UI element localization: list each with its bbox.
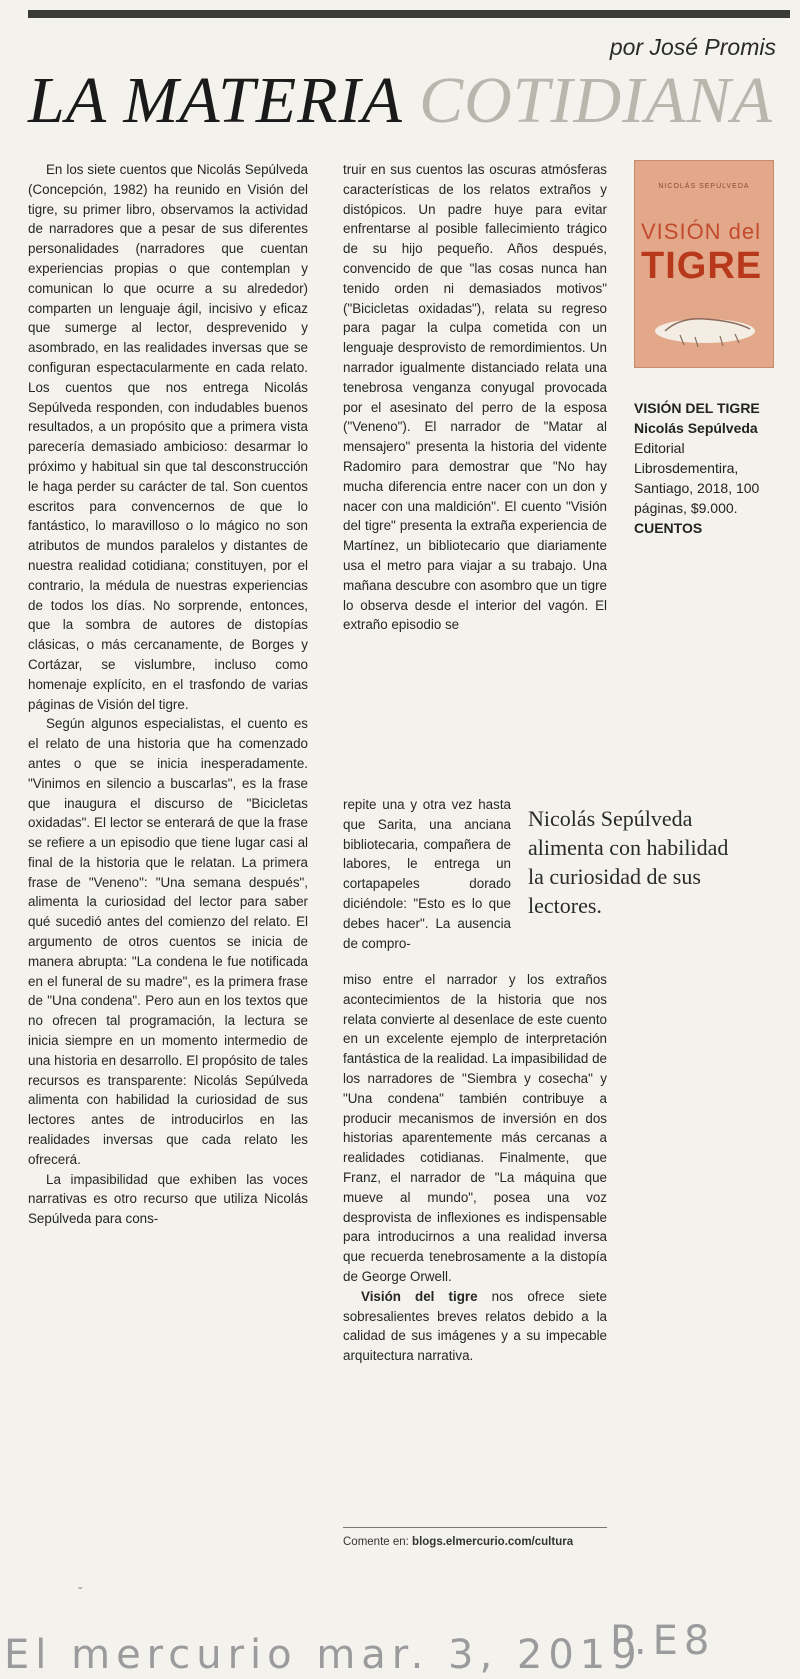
- cover-author: NICOLÁS SEPÚLVEDA: [658, 183, 750, 190]
- article-column-1: [28, 160, 308, 1229]
- article-column-2-bottom: [343, 970, 607, 1366]
- article-column-2-narrow: [343, 795, 511, 953]
- paragraph-narrow: repite una y otra vez hasta que Sarita, una anciana bibliotecaria, compañera de labores, le entrega un cortapapeles dorado diciéndole: "Esto es lo que debes hacer". La ausencia de compro-: [343, 797, 511, 951]
- handwritten-page: P.E8: [610, 1618, 716, 1664]
- closing-book-title: Visión del tigre: [361, 1288, 478, 1304]
- cover-tiger-illustration: [635, 291, 773, 367]
- footer-comment: [343, 1527, 607, 1548]
- book-publisher: Editorial Librosdementira, Santiago, 2018, 100 páginas, $9.000.: [634, 440, 760, 516]
- footer-label: Comente en:: [343, 1536, 413, 1548]
- cover-title-line1: VISIÓN del: [641, 219, 762, 244]
- paragraph-continued: truir en sus cuentos las oscuras atmósferas características de los relatos extraños y distópicos. Un padre huye para evitar enfrentarse al posible fallecimiento trágico de su hijo pequeño. Años después, convencido de que "las cosas nunca han tenido orden ni demasiados motivos" ("Bicicletas oxidadas"), relata su regreso para pagar la culpa cometida con un lenguaje desprovisto de remordimientos. Un narrador igualmente distanciado relata una tenebrosa venganza conyugal provocada por el asesinato del perro de la esposa ("Veneno"). El narrador de "Matar al mensajero" presenta la historia del vidente Radomiro para demostrar que "No hay mucha diferencia entre nacer con un don y nacer con una maldición". El cuento "Visión del tigre" presenta la extraña experiencia de Martínez, un bibliotecario que diariamente usa el metro para viajar a su trabajo. Una mañana descubre con asombro que un tigre lo observa desde el interior del vagón. El extraño episodio se: [343, 162, 607, 633]
- paragraph-3: La impasibilidad que exhiben las voces narrativas es otro recurso que utiliza Nicolás Sepúlveda para cons-: [28, 1171, 308, 1227]
- footer-link[interactable]: blogs.elmercurio.com/cultura: [412, 1536, 574, 1548]
- closing-text: nos ofrece siete sobresalientes breves relatos debido a la calidad de sus imágenes y a su impecable arquitectura narrativa.: [343, 1288, 607, 1364]
- headline: [28, 64, 788, 137]
- book-title: VISIÓN DEL TIGRE: [634, 400, 760, 416]
- top-rule: [28, 10, 790, 18]
- pull-quote: Nicolás Sepúlveda alimenta con habilidad la curiosidad de sus lectores.: [528, 806, 729, 918]
- article-column-2: [343, 160, 607, 635]
- scan-mark: ˇ: [78, 1584, 83, 1600]
- book-author: Nicolás Sepúlveda: [634, 420, 758, 436]
- book-info: [634, 398, 784, 538]
- paragraph-4: miso entre el narrador y los extraños acontecimientos de la historia que nos relata convierte al desenlace de este cuento en un excelente ejemplo de interpretación fantástica de la realidad. La impasibilidad de los narradores de "Siembra y cosecha" y "Una condena" también contribuye a producir mecanismos de inversión en dos historias aparentemente más cercanas a realidades cotidianas. Finalmente, que Franz, el narrador de "La máquina que mueve al mundo", posea una voz desprovista de inflexiones es indispensable para introducirnos a una realidad inversa que recuerda tenebrosamente a la distopía de George Orwell.: [343, 972, 607, 1284]
- headline-part2: COTIDIANA: [419, 64, 773, 137]
- cover-title-line2: TIGRE: [641, 245, 763, 287]
- paragraph-2: Según algunos especialistas, el cuento es el relato de una historia que ha comenzado antes o que se inicia inesperadamente. "Vinimos en silencio a buscarlas", es la frase que inaugura el discurso de "Bicicletas oxidadas". El lector se enterará de que la frase se refiere a un episodio que tiene lugar casi al final de la historia que le relatan. La primera frase de "Veneno": "Una semana después", alimenta la curiosidad del lector para saber qué sucedió antes del comienzo del relato. El argumento de otros cuentos se inicia de manera abrupta: "La condena le fue notificada en el funeral de su madre", es la primera frase de "Una condena". Pero aun en los textos que no ofrecen tal programación, la lectura se inicia siempre en un momento intermedio de una historia en desarrollo. El propósito de tales recursos es transparente: Nicolás Sepúlveda alimenta con habilidad la curiosidad de sus lectores antes de introducirlos en las realidades inversas que cada relato les ofrecerá.: [28, 716, 308, 1167]
- handwritten-source: El mercurio mar. 3, 2019: [4, 1632, 643, 1678]
- headline-part1: LA MATERIA: [28, 64, 402, 137]
- paragraph-closing: [343, 1287, 607, 1366]
- paragraph-1: En los siete cuentos que Nicolás Sepúlveda (Concepción, 1982) ha reunido en Visión del tigre, su primer libro, observamos la actividad de narradores que a pesar de sus diferentes personalidades (narradores que cuentan experiencias propias o que contemplan y comunican lo que ocurre a su alrededor) comparten un lenguaje ágil, incisivo y eficaz que sumerge al lector, desprevenido y asombrado, en las realidades inversas que se configuran espectacularmente en cada relato. Los cuentos que nos entrega Nicolás Sepúlveda responden, con indudables buenos resultados, a un propósito que a primera vista parecería demasiado ambicioso: desarmar lo próximo y habitual sin que tal desconstrucción le haga perder su carácter de tal. Son cuentos escritos para convencernos de que lo fantástico, lo maravilloso o lo mágico no son atributos de mundos paralelos y distantes de nuestra realidad cotidiana; constituyen, por el contrario, la médula de nuestras experiencias de todos los días. No sorprende, entonces, que la sombra de autores de distopías clásicas, o más cercanamente, de Borges y Cortázar, se vislumbre, incluso como homenaje explícito, en el trasfondo de varias páginas de Visión del tigre.: [28, 162, 308, 712]
- byline: por José Promis: [609, 34, 776, 60]
- book-cover-image: [634, 160, 774, 368]
- book-genre: CUENTOS: [634, 520, 703, 536]
